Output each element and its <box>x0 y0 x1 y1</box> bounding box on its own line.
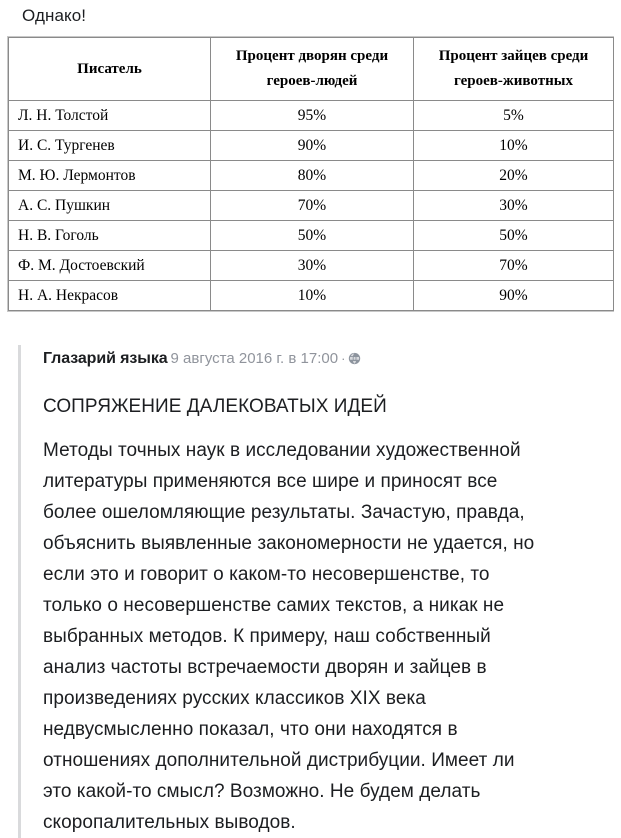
cell-hares-percent: 90% <box>414 281 614 311</box>
table-row <box>9 161 614 191</box>
table-header-row <box>9 38 614 101</box>
post-author-name[interactable]: Глазарий языка <box>43 350 168 367</box>
post-timestamp[interactable]: 9 августа 2016 г. в 17:00 <box>170 350 339 367</box>
cell-writer: М. Ю. Лермонтов <box>9 161 211 191</box>
cell-nobles-percent: 50% <box>211 221 414 251</box>
statistics-table-container <box>7 36 614 312</box>
table-body <box>9 101 614 311</box>
post-header <box>43 345 613 369</box>
column-header-hares-percent <box>414 38 614 101</box>
table-row <box>9 221 614 251</box>
column-header-writer <box>9 38 211 101</box>
cell-nobles-percent: 70% <box>211 191 414 221</box>
cell-writer: Н. В. Гоголь <box>9 221 211 251</box>
cell-nobles-percent: 90% <box>211 131 414 161</box>
cell-nobles-percent: 95% <box>211 101 414 131</box>
post-title: СОПРЯЖЕНИЕ ДАЛЕКОВАТЫХ ИДЕЙ <box>43 396 387 417</box>
cell-writer: И. С. Тургенев <box>9 131 211 161</box>
column-header-hares-line1: Процент зайцев среди <box>438 48 589 64</box>
cell-hares-percent: 10% <box>414 131 614 161</box>
post-paragraph: Методы точных наук в исследовании художественной литературы применяются все шире и приносят все более ошеломляющие результаты. Зачастую, правда, объяснить выявленные закономерности не удается, но если это и говорит о каком-то несовершенстве, то только о несовершенстве самих текстов, а никак не выбранных методов. К примеру, наш собственный анализ частоты встречаемости дворян и зайцев в произведениях русских классиков XIX века недвусмысленно показал, что они находятся в отношениях дополнительной дистрибуции. Имеет ли это какой-то смысл? Возможно. Не будем делать скоропалительных выводов. <box>43 440 535 833</box>
column-header-hares-line2: героев-животных <box>454 73 573 89</box>
table-row <box>9 191 614 221</box>
social-post <box>18 345 613 838</box>
cell-writer: Л. Н. Толстой <box>9 101 211 131</box>
cell-hares-percent: 70% <box>414 251 614 281</box>
cell-nobles-percent: 80% <box>211 161 414 191</box>
cell-hares-percent: 50% <box>414 221 614 251</box>
cell-writer: А. С. Пушкин <box>9 191 211 221</box>
cell-hares-percent: 30% <box>414 191 614 221</box>
table-row <box>9 131 614 161</box>
column-header-writer-line1: Писатель <box>77 60 142 77</box>
cell-hares-percent: 20% <box>414 161 614 191</box>
intro-text: Однако! <box>22 6 87 25</box>
cell-hares-percent: 5% <box>414 101 614 131</box>
post-meta-separator: · <box>341 351 346 366</box>
globe-icon[interactable] <box>348 352 361 365</box>
column-header-nobles-percent <box>211 38 414 101</box>
column-header-nobles-line1: Процент дворян среди <box>235 48 389 64</box>
table-row <box>9 101 614 131</box>
cell-writer: Ф. М. Достоевский <box>9 251 211 281</box>
statistics-table <box>8 37 614 311</box>
column-header-nobles-line2: героев-людей <box>266 73 358 89</box>
post-body <box>43 391 613 838</box>
table-row <box>9 281 614 311</box>
cell-nobles-percent: 30% <box>211 251 414 281</box>
table-row <box>9 251 614 281</box>
cell-nobles-percent: 10% <box>211 281 414 311</box>
table-header <box>9 38 614 101</box>
cell-writer: Н. А. Некрасов <box>9 281 211 311</box>
